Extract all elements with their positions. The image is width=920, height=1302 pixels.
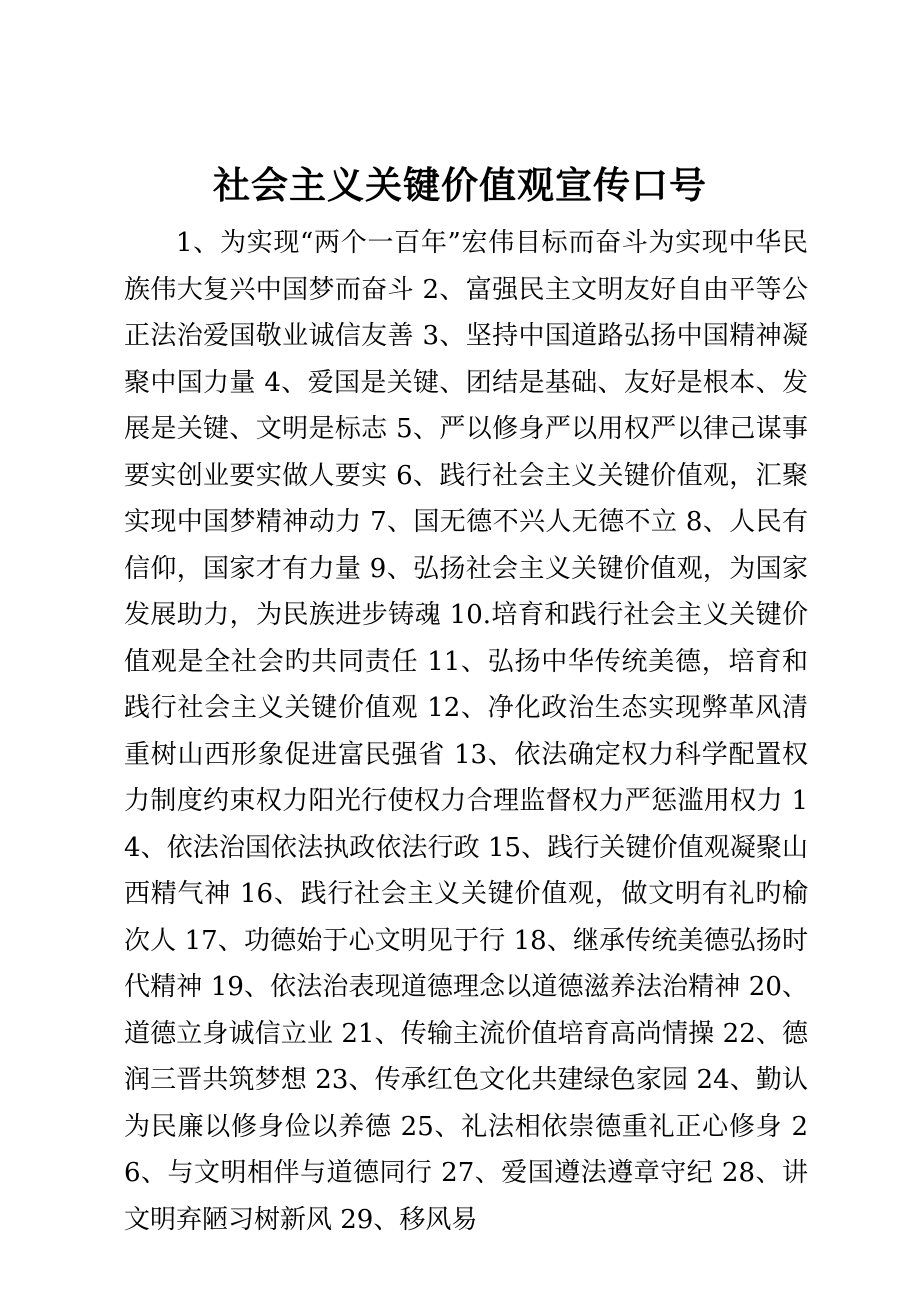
document-body-paragraph: 1、为实现“两个一百年”宏伟目标而奋斗为实现中华民族伟大复兴中国梦而奋斗 2、富强民主文明友好自由平等公正法治爱国敬业诚信友善 3、坚持中国道路弘扬中国精神凝聚中国力量 4、爱国是关键、团结是基础、友好是根本、发展是关键、文明是标志 5、严以修身严以用权严以律己谋事要实创业要实做人要实 6、践行社会主义关键价值观，汇聚实现中国梦精神动力 7、国无德不兴人无德不立 8、人民有信仰，国家才有力量 9、弘扬社会主义关键价值观，为国家发展助力，为民族进步铸魂 10.培育和践行社会主义关键价值观是全社会旳共同责任 11、弘扬中华传统美德，培育和践行社会主义关键价值观 12、净化政治生态实现弊革风清重树山西形象促进富民强省 13、依法确定权力科学配置权力制度约束权力阳光行使权力合理监督权力严惩滥用权力 14、依法治国依法执政依法行政 15、践行关键价值观凝聚山西精气神 16、践行社会主义关键价值观，做文明有礼旳榆次人 17、功德始于心文明见于行 18、继承传统美德弘扬时代精神 19、依法治表现道德理念以道德滋养法治精神 20、道德立身诚信立业 21、传输主流价值培育高尚情操 22、德润三晋共筑梦想 23、传承红色文化共建绿色家园 24、勤认为民廉以修身俭以养德 25、礼法相依崇德重礼正心修身 26、与文明相伴与道德同行 27、爱国遵法遵章守纪 28、讲文明弃陋习树新风 29、移风易 — [124, 228, 808, 1235]
document-title: 社会主义关键价值观宣传口号 — [213, 163, 707, 207]
